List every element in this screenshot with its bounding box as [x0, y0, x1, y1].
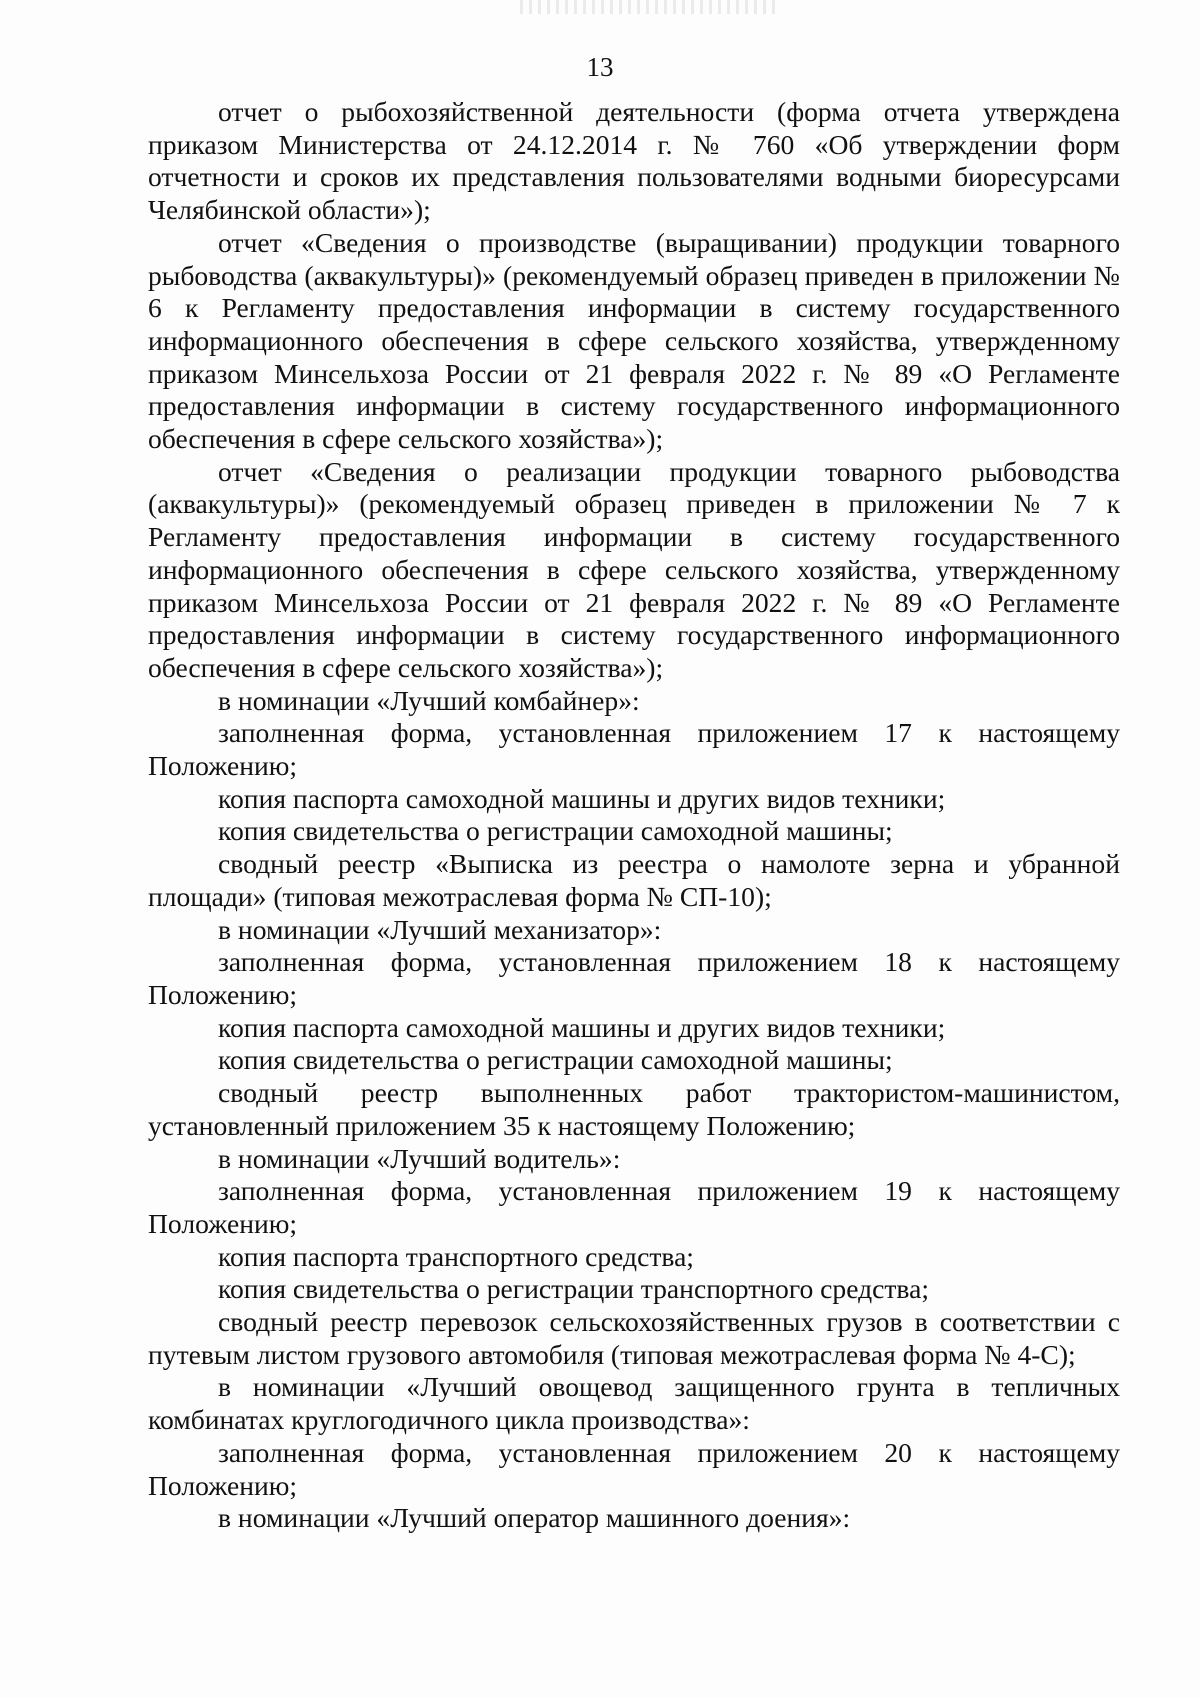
- paragraph: копия свидетельства о регистрации транспортного средства;: [218, 1273, 929, 1305]
- paragraph: в номинации «Лучший комбайнер»:: [218, 684, 640, 716]
- paragraph: сводный реестр выполненных работ трактористом-машинистом, установленный приложением 35 к настоящему Положению;: [148, 1077, 1120, 1141]
- document-body: [148, 96, 1120, 1535]
- paragraph: в номинации «Лучший овощевод защищенного грунта в тепличных комбинатах круглогодичного цикла производства»:: [148, 1371, 1120, 1436]
- paragraph: отчет о рыбохозяйственной деятельности (форма отчета утверждена приказом Министерства от 24.12.2014 г. № 760 «Об утверждении форм отчетности и сроков их представления пользователями водными биоресурсами Челябинской области»);: [148, 96, 1120, 226]
- paragraph: копия паспорта самоходной машины и других видов техники;: [218, 782, 946, 814]
- page-number: 13: [586, 52, 614, 82]
- paragraph: заполненная форма, установленная приложением 19 к настоящему Положению;: [148, 1175, 1120, 1239]
- paragraph: сводный реестр «Выписка из реестра о намолоте зерна и убранной площади» (типовая межотраслевая форма № СП-10);: [148, 848, 1120, 912]
- scan-artifact: [520, 0, 780, 14]
- paragraph: заполненная форма, установленная приложением 17 к настоящему Положению;: [148, 717, 1120, 782]
- paragraph: копия паспорта самоходной машины и других видов техники;: [218, 1011, 946, 1043]
- paragraph: сводный реестр перевозок сельскохозяйственных грузов в соответствии с путевым листом грузового автомобиля (типовая межотраслевая форма № 4-С);: [148, 1306, 1120, 1370]
- paragraph: отчет «Сведения о реализации продукции товарного рыбоводства (аквакультуры)» (рекомендуемый образец приведен в приложении № 7 к Регламенту предоставления информации в систему государственного информационного обеспечения в сфере сельского хозяйства, утвержденному приказом Минсельхоза России от 21 февраля 2022 г. № 89 «О Регламенте предоставления информации в систему государственного информационного обеспечения в сфере сельского хозяйства»);: [148, 455, 1120, 683]
- paragraph: заполненная форма, установленная приложением 18 к настоящему Положению;: [148, 946, 1120, 1010]
- paragraph: в номинации «Лучший оператор машинного доения»:: [218, 1502, 851, 1534]
- paragraph: в номинации «Лучший водитель»:: [218, 1142, 621, 1174]
- paragraph: копия паспорта транспортного средства;: [218, 1240, 694, 1272]
- paragraph: копия свидетельства о регистрации самоходной машины;: [218, 815, 893, 847]
- paragraph: копия свидетельства о регистрации самоходной машины;: [218, 1044, 893, 1076]
- paragraph: заполненная форма, установленная приложением 20 к настоящему Положению;: [148, 1436, 1120, 1501]
- paragraph: отчет «Сведения о производстве (выращивании) продукции товарного рыбоводства (аквакультуры)» (рекомендуемый образец приведен в приложении № 6 к Регламенту предоставления информации в систему государственного информационного обеспечения в сфере сельского хозяйства, утвержденному приказом Минсельхоза России от 21 февраля 2022 г. № 89 «О Регламенте предоставления информации в систему государственного информационного обеспечения в сфере сельского хозяйства»);: [148, 226, 1120, 455]
- paragraph: в номинации «Лучший механизатор»:: [218, 913, 662, 945]
